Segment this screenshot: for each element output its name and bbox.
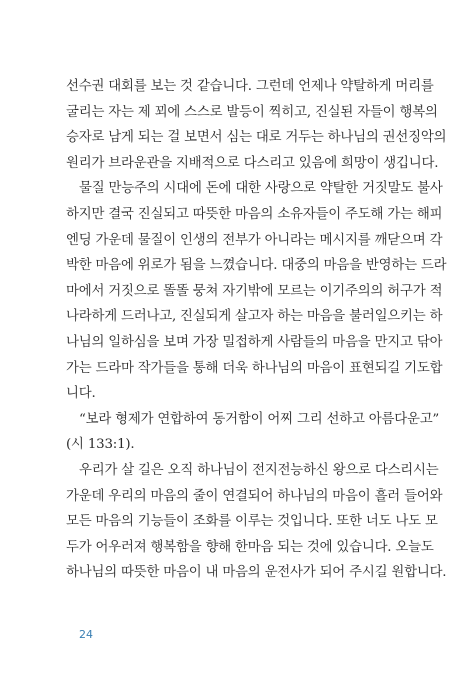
paragraph <box>66 458 447 586</box>
text-line: 나님의 일하심을 보며 가장 밀접하게 사람들의 마음을 만지고 닦아 <box>66 334 443 350</box>
page-number: 24 <box>79 628 93 641</box>
paragraph <box>66 74 447 176</box>
text-line: 두가 어우러져 행복함을 향해 한마음 되는 것에 있습니다. 오늘도 <box>66 539 434 555</box>
text-line: 우리가 살 길은 오직 하나님이 전지전능하신 왕으로 다스리시는 <box>79 462 439 478</box>
paragraph <box>66 176 447 406</box>
text-line: 하지만 결국 진실되고 따뜻한 마음의 소유자들이 주도해 가는 해피 <box>66 206 443 222</box>
body-text <box>66 74 447 586</box>
text-line: 박한 마음에 위로가 됨을 느꼈습니다. 대중의 마음을 반영하는 드라 <box>66 258 447 274</box>
text-line: (시 133:1). <box>66 437 135 453</box>
text-line: 나라하게 드러나고, 진실되게 살고자 하는 마음을 불러일으키는 하 <box>66 309 443 325</box>
text-line: “보라 형제가 연합하여 동거함이 어찌 그리 선하고 아름다운고” <box>79 411 440 427</box>
text-line: 승자로 남게 되는 걸 보면서 심는 대로 거두는 하나님의 권선징악의 <box>66 130 447 146</box>
text-line: 원리가 브라운관을 지배적으로 다스리고 있음에 희망이 생깁니다. <box>66 155 439 171</box>
text-line: 물질 만능주의 시대에 돈에 대한 사랑으로 약탈한 거짓말도 불사 <box>79 181 443 197</box>
text-line: 가운데 우리의 마음의 줄이 연결되어 하나님의 마음이 흘러 들어와 <box>66 488 443 504</box>
text-line: 하나님의 따뜻한 마음이 내 마음의 운전사가 되어 주시길 원합니다. <box>66 565 447 581</box>
paragraph <box>66 407 440 458</box>
text-line: 가는 드라마 작가들을 통해 더욱 하나님의 마음이 표현되길 기도합 <box>66 360 443 376</box>
text-line: 니다. <box>66 386 96 402</box>
text-line: 엔딩 가운데 물질이 인생의 전부가 아니라는 메시지를 깨닫으며 각 <box>66 232 443 248</box>
text-line: 선수권 대회를 보는 것 같습니다. 그런데 언제나 약탈하게 머리를 <box>66 79 434 94</box>
text-line: 마에서 거짓으로 똘똘 뭉쳐 자기밖에 모르는 이기주의의 허구가 적 <box>66 283 443 299</box>
text-line: 모든 마음의 기능들이 조화를 이루는 것입니다. 또한 너도 나도 모 <box>66 514 438 530</box>
text-line: 굴리는 자는 제 꾀에 스스로 발등이 찍히고, 진실된 자들이 행복의 <box>66 104 438 120</box>
